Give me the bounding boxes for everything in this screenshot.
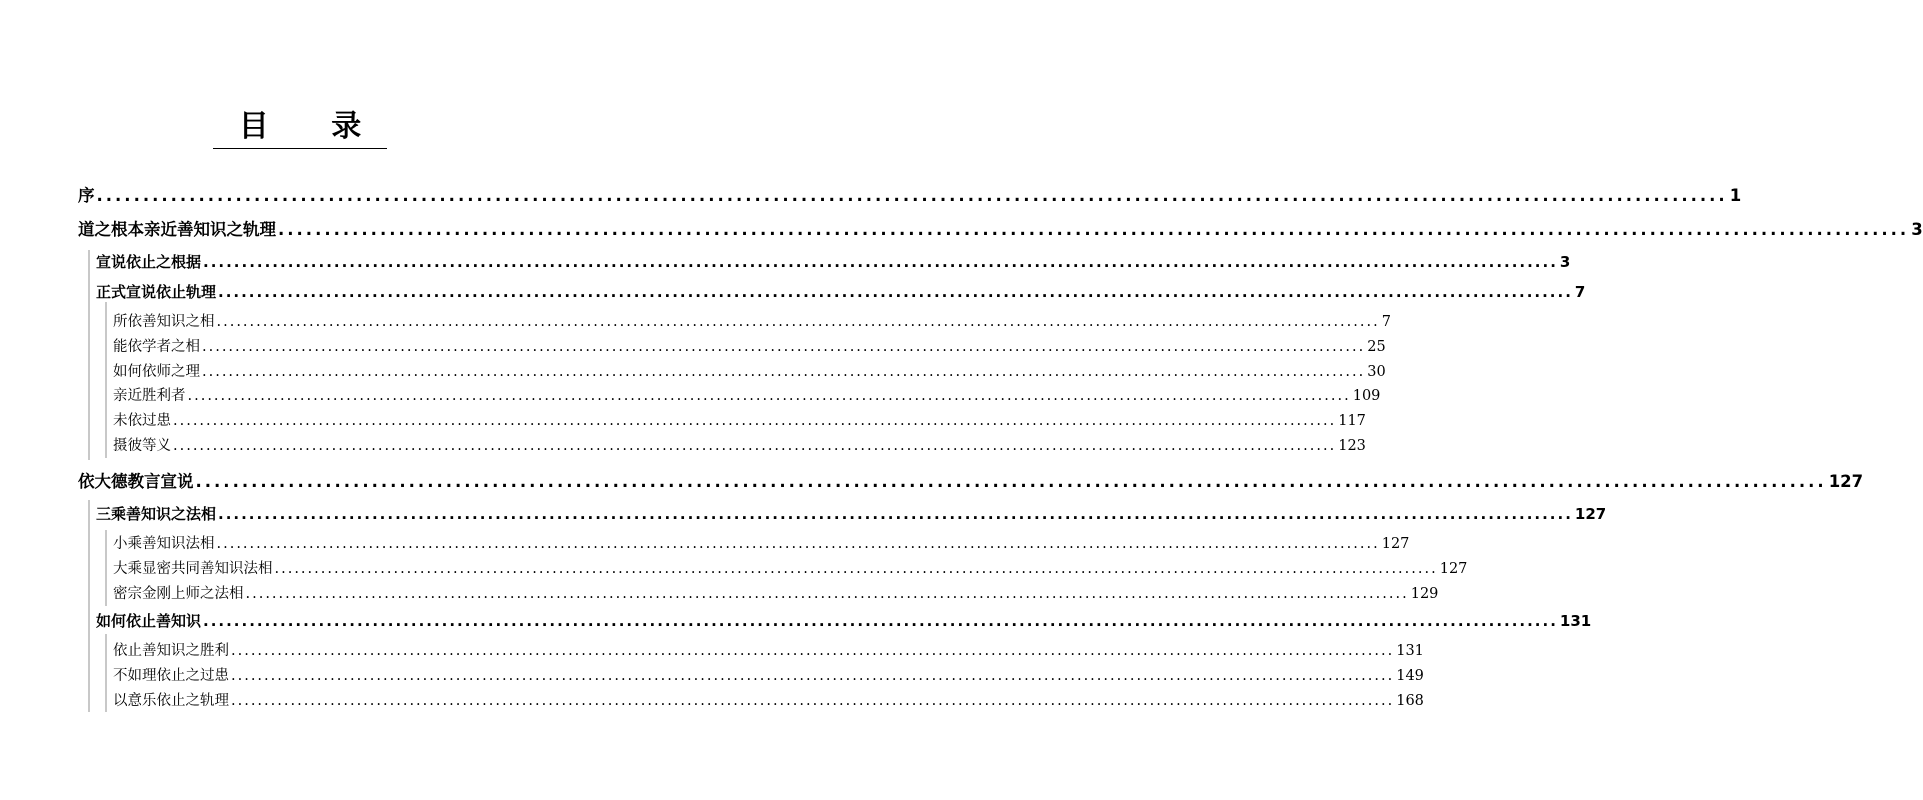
toc-entry[interactable]: [96, 251, 1571, 272]
entry-title: 如何依止善知识: [96, 612, 202, 630]
entry-title: 序: [78, 186, 95, 205]
entry-title: 以意乐依止之轨理: [113, 693, 229, 709]
page-number: 129: [1410, 586, 1439, 602]
toc-entry[interactable]: [78, 182, 1742, 206]
entry-title: 不如理依止之过患: [113, 668, 229, 684]
entry-title: 道之根本亲近善知识之轨理: [78, 220, 276, 239]
dot-leader: ................................................................................................................................................................................: [231, 643, 1395, 659]
page-number: 30: [1367, 364, 1386, 380]
page-number: 149: [1396, 668, 1424, 684]
page-number: 127: [1439, 561, 1468, 577]
dot-leader: ................................................................................................................................................................................: [231, 693, 1395, 709]
page-number: 25: [1367, 339, 1386, 355]
dot-leader: ................................................................................................................................................................................: [231, 668, 1395, 684]
toc-entry[interactable]: [113, 639, 1424, 660]
subsection-bar: [105, 302, 107, 458]
entry-title: 亲近胜利者: [113, 388, 186, 404]
page-number: 127: [1381, 536, 1410, 552]
page-number: 1: [1729, 186, 1742, 205]
dot-leader: ................................................................................................................................................................................: [216, 314, 1380, 330]
toc-entry[interactable]: [113, 557, 1468, 578]
dot-leader: ................................................................................................................................................................................: [195, 472, 1827, 491]
dot-leader: ................................................................................................................................................................................: [202, 364, 1366, 380]
dot-leader: ................................................................................................................................................................................: [202, 339, 1366, 355]
entry-title: 宣说依止之根据: [96, 253, 202, 271]
section-bar: [88, 500, 90, 712]
page-number: 131: [1559, 612, 1592, 630]
page-number: 123: [1338, 438, 1366, 454]
entry-title: 所依善知识之相: [113, 314, 215, 330]
toc-entry[interactable]: [113, 384, 1381, 405]
entry-title: 依大德教言宣说: [78, 472, 194, 491]
toc-entry[interactable]: [113, 310, 1391, 331]
page-number: 7: [1574, 283, 1586, 301]
subsection-bar: [105, 634, 107, 712]
dot-leader: ................................................................................................................................................................................: [274, 561, 1438, 577]
toc-entry[interactable]: [113, 582, 1439, 603]
entry-title: 摄彼等义: [113, 438, 171, 454]
title-container: [0, 108, 600, 149]
page-title: 目 录: [213, 108, 387, 149]
dot-leader: ................................................................................................................................................................................: [218, 505, 1573, 523]
toc-entry[interactable]: [113, 532, 1410, 553]
toc-entry[interactable]: [113, 409, 1366, 430]
entry-title: 依止善知识之胜利: [113, 643, 229, 659]
dot-leader: ................................................................................................................................................................................: [245, 586, 1409, 602]
entry-title: 小乘善知识法相: [113, 536, 215, 552]
page-number: 7: [1381, 314, 1391, 330]
toc-entry[interactable]: [113, 664, 1424, 685]
page-number: 131: [1396, 643, 1424, 659]
entry-title: 密宗金刚上师之法相: [113, 586, 244, 602]
dot-leader: ................................................................................................................................................................................: [203, 253, 1558, 271]
dot-leader: ................................................................................................................................................................................: [96, 186, 1728, 205]
toc-entry[interactable]: [113, 434, 1366, 455]
entry-title: 大乘显密共同善知识法相: [113, 561, 273, 577]
page-number: 168: [1396, 693, 1424, 709]
dot-leader: ................................................................................................................................................................................: [173, 413, 1337, 429]
dot-leader: ................................................................................................................................................................................: [216, 536, 1380, 552]
dot-leader: ................................................................................................................................................................................: [187, 388, 1351, 404]
page-number: 127: [1574, 505, 1607, 523]
dot-leader: ................................................................................................................................................................................: [173, 438, 1337, 454]
toc-entry[interactable]: [113, 689, 1424, 710]
subsection-bar: [105, 530, 107, 606]
toc-entry[interactable]: [96, 281, 1586, 302]
toc-entry[interactable]: [96, 610, 1592, 631]
dot-leader: ................................................................................................................................................................................: [218, 283, 1573, 301]
entry-title: 能依学者之相: [113, 339, 200, 355]
toc-entry[interactable]: [113, 335, 1386, 356]
entry-title: 三乘善知识之法相: [96, 505, 217, 523]
entry-title: 正式宣说依止轨理: [96, 283, 217, 301]
dot-leader: ................................................................................................................................................................................: [203, 612, 1558, 630]
toc-entry[interactable]: [78, 216, 1923, 240]
dot-leader: ................................................................................................................................................................................: [278, 220, 1910, 239]
toc-entry[interactable]: [78, 468, 1864, 492]
page-number: 3: [1911, 220, 1923, 239]
toc-entry[interactable]: [113, 360, 1386, 381]
toc-entry[interactable]: [96, 503, 1607, 524]
entry-title: 如何依师之理: [113, 364, 200, 380]
page-number: 127: [1828, 472, 1864, 491]
page-number: 117: [1338, 413, 1366, 429]
section-bar: [88, 250, 90, 460]
page-number: 3: [1559, 253, 1571, 271]
entry-title: 未依过患: [113, 413, 171, 429]
page-number: 109: [1352, 388, 1381, 404]
